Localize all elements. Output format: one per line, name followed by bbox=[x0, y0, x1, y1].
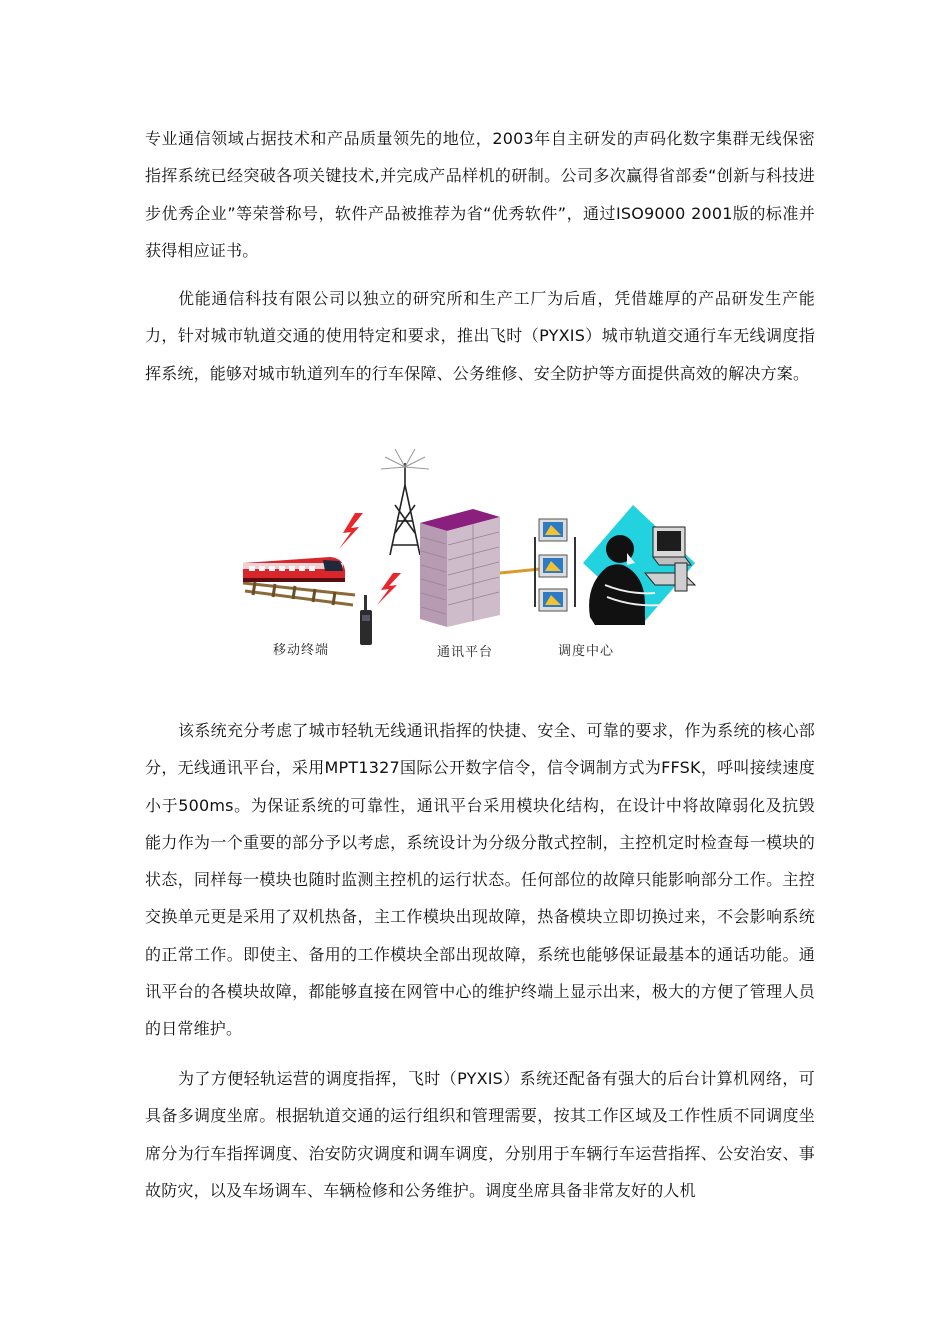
handheld-radio-icon bbox=[360, 595, 372, 645]
paragraph-4: 为了方便轻轨运营的调度指挥，飞时（PYXIS）系统还配备有强大的后台计算机网络，可具备多调度坐席。根据轨道交通的运行组织和管理需要，按其工作区域及工作性质不同调度坐席分为行车指挥调度、治安防灾调度和调车调度，分别用于车辆行车运营指挥、公安治安、事故防灾，以及车场调车、车辆检修和公务维护。调度坐席具备非常友好的人机 bbox=[145, 1069, 815, 1200]
paragraph-1: 专业通信领域占据技术和产品质量领先的地位，2003年自主研发的声码化数字集群无线保密指挥系统已经突破各项关键技术,并完成产品样机的研制。公司多次赢得省部委“创新与科技进步优秀企业”等荣誉称号，软件产品被推荐为省“优秀软件”，通过ISO9000 2001版的标准并获得相应证书。 bbox=[145, 129, 815, 260]
signal-bolt-upper-icon bbox=[339, 513, 363, 549]
system-diagram bbox=[235, 445, 715, 670]
dispatch-operator-icon bbox=[583, 505, 695, 625]
server-cabinet-icon bbox=[420, 509, 500, 627]
system-diagram-graphic bbox=[235, 445, 715, 670]
label-comm-platform: 通讯平台 bbox=[437, 645, 494, 660]
label-dispatch-center: 调度中心 bbox=[558, 644, 615, 659]
signal-bolt-lower-icon bbox=[377, 573, 401, 605]
workstation-stack-icon bbox=[535, 519, 575, 611]
train-icon bbox=[243, 557, 345, 582]
paragraph-2: 优能通信科技有限公司以独立的研究所和生产工厂为后盾，凭借雄厚的产品研发生产能力，针对城市轨道交通的使用特定和要求，推出飞时（PYXIS）城市轨道交通行车无线调度指挥系统，能够对城市轨道列车的行车保障、公务维修、安全防护等方面提供高效的解决方案。 bbox=[145, 289, 815, 383]
rail-track bbox=[243, 582, 355, 605]
paragraph-3: 该系统充分考虑了城市轻轨无线通讯指挥的快捷、安全、可靠的要求，作为系统的核心部分，无线通讯平台，采用MPT1327国际公开数字信令，信令调制方式为FFSK，呼叫接续速度小于500ms。为保证系统的可靠性，通讯平台采用模块化结构，在设计中将故障弱化及抗毁能力作为一个重要的部分予以考虑，系统设计为分级分散式控制，主控机定时检查每一模块的状态，同样每一模块也随时监测主控机的运行状态。任何部位的故障只能影响部分工作。主控交换单元更是采用了双机热备，主工作模块出现故障，热备模块立即切换过来，不会影响系统的正常工作。即使主、备用的工作模块全部出现故障，系统也能够保证最基本的通话功能。通讯平台的各模块故障，都能够直接在网管中心的维护终端上显示出来，极大的方便了管理人员的日常维护。 bbox=[145, 721, 815, 1039]
label-mobile-terminal: 移动终端 bbox=[273, 643, 330, 658]
